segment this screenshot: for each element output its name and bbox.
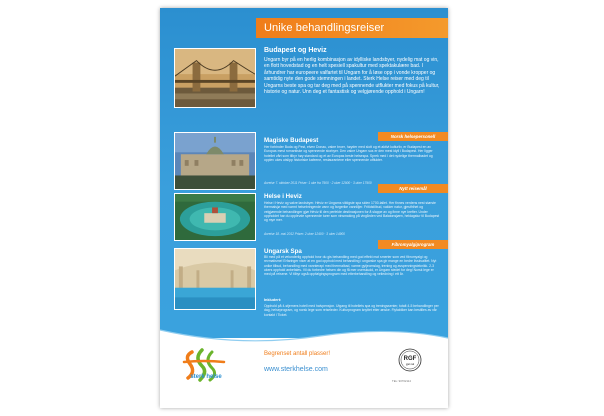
intro-title: Budapest og Heviz <box>264 47 327 54</box>
section-title-ungarsk-spa: Ungarsk Spa <box>264 248 302 255</box>
photo-budapest-castle <box>174 132 256 190</box>
section-text-helse-i-heviz: Helse i Heviz og vakre landsbyer. Hévíz er Ungarns viktigste spa siden 1700-tallet. Her finnes verdens nest største thermalsjø med varmt helsebringende vann og fargerike vannliljer. Fritidstilbud, vakker natur, gjestfrihet og velgjørende behandlinger gjør Hévíz til den perfekte destinasjonen for å slappe av og finne nye krefter. Under oppholdet har du opplevde spennende turer som vinsmaking på vingården ved Balatonsjøen, heldagstur til Budapest og mye mer. <box>264 201 440 223</box>
footer-tel: TEL: 90762114 <box>392 379 411 383</box>
section-price-helse-i-heviz: Avreise 18. mai 2012 Priser: 2 uker 12400 · 3 uker 14900 <box>264 232 345 236</box>
photo-heviz-lake <box>174 193 256 241</box>
footer-slogan: Begrenset antall plasser! <box>264 351 331 357</box>
rgf-badge-sub: gjel rak <box>405 363 415 366</box>
rgf-badge-label: RGF <box>403 356 417 362</box>
tab-norsk-helsepersonell: Norsk helsepersonell <box>378 132 448 141</box>
included-text: Opphold på 4-stjerners hotell med halvpensjon. Utgang til hotellets spa og treningssenter, totalt 4-5 behandlinger per dag, helseprogram, og norsk lege som reiseleder. Kulturprogram knyttet etter ønske. Flyfaktiker kan bestilles av vår kontakt i Ticket. <box>264 304 439 317</box>
flyer-page <box>160 8 448 408</box>
logo-text: sterk helse <box>190 374 222 380</box>
included-title: Inkludert: <box>264 298 282 302</box>
section-title-magiske-budapest: Magiske Budapest <box>264 137 319 144</box>
photo-indoor-pool <box>174 248 256 310</box>
header-title: Unike behandlingsreiser <box>264 22 385 34</box>
sterk-helse-logo-icon <box>174 340 238 390</box>
photo-chain-bridge <box>174 48 256 108</box>
rgf-badge-icon <box>398 348 422 372</box>
intro-text: Ungarn byr på en herlig kombinasjon av idylliske landsbyer, nydelig mat og vin, en flott hovedstad og en helt spesiell spakultur med spektakulære bad. I århundrer har europeere valfartet til Ungarn for å løse opp i vonde kropper og samtidig nyte den gode stemningen i landet. Sterk Helse reiser med deg til Ungarns beste spa og tar deg med på spennende utflukter med fokus på kultur, historie og natur. Unn deg et fantastisk og velgjørende opphold i Ungarn! <box>264 57 440 96</box>
section-price-magiske-budapest: Avreise 7. oktober 2011 Priser: 1 uke fra 7900 · 2 uker 12900 · 3 uker 17900 <box>264 181 372 185</box>
footer-url-link[interactable]: www.sterkhelse.com <box>264 366 328 373</box>
section-title-helse-i-heviz: Helse i Heviz <box>264 193 302 200</box>
tab-fibromyalgiprogram: Fibromyalgiprogram <box>378 240 448 249</box>
section-text-ungarsk-spa: Bli med på et velunderlig opphold hvor du gis behandling med god effekt mot smerter som ved fibromyalgi og revmatisme! Erfaringer viser at en god opphold med behandling i ungarske spa gir mange en bedre livskvalitet. Nyt unike tilbud, behandling med vannterapi med thermalbad, varme gytjeomslag, trening og avspenningsteknikk. 2-3 ukers opphold anbefales. Vil du forbedre helsen din og få mer overskudd, er Ungarn stedet for deg! Norsk lege er med på reisene. Vi tilbyr også oppfølgingsprogram med etterbehandling og veiledning i ett år. <box>264 255 437 277</box>
section-text-magiske-budapest: Her forbinder Buda og Pest, elven Donau, vakre broer, høyder med slott og et aktivt kulturliv, er Budapest en av Europas mest romantiske og spennende storbyer. Den vakre Ungarn sus er den mest idyll i Budapest. Her ligger hotellet vårt som tilbyr høy standard og et av Europas beste helsespa. Sprek med i det nydelige thermalbadet og opplev ukes utslipp historiske kafeene, restaurantene eller spennende utflukter. <box>264 145 433 162</box>
header-bar <box>256 18 448 38</box>
tab-nytt-reisemal: Nytt reisemål <box>378 184 448 193</box>
